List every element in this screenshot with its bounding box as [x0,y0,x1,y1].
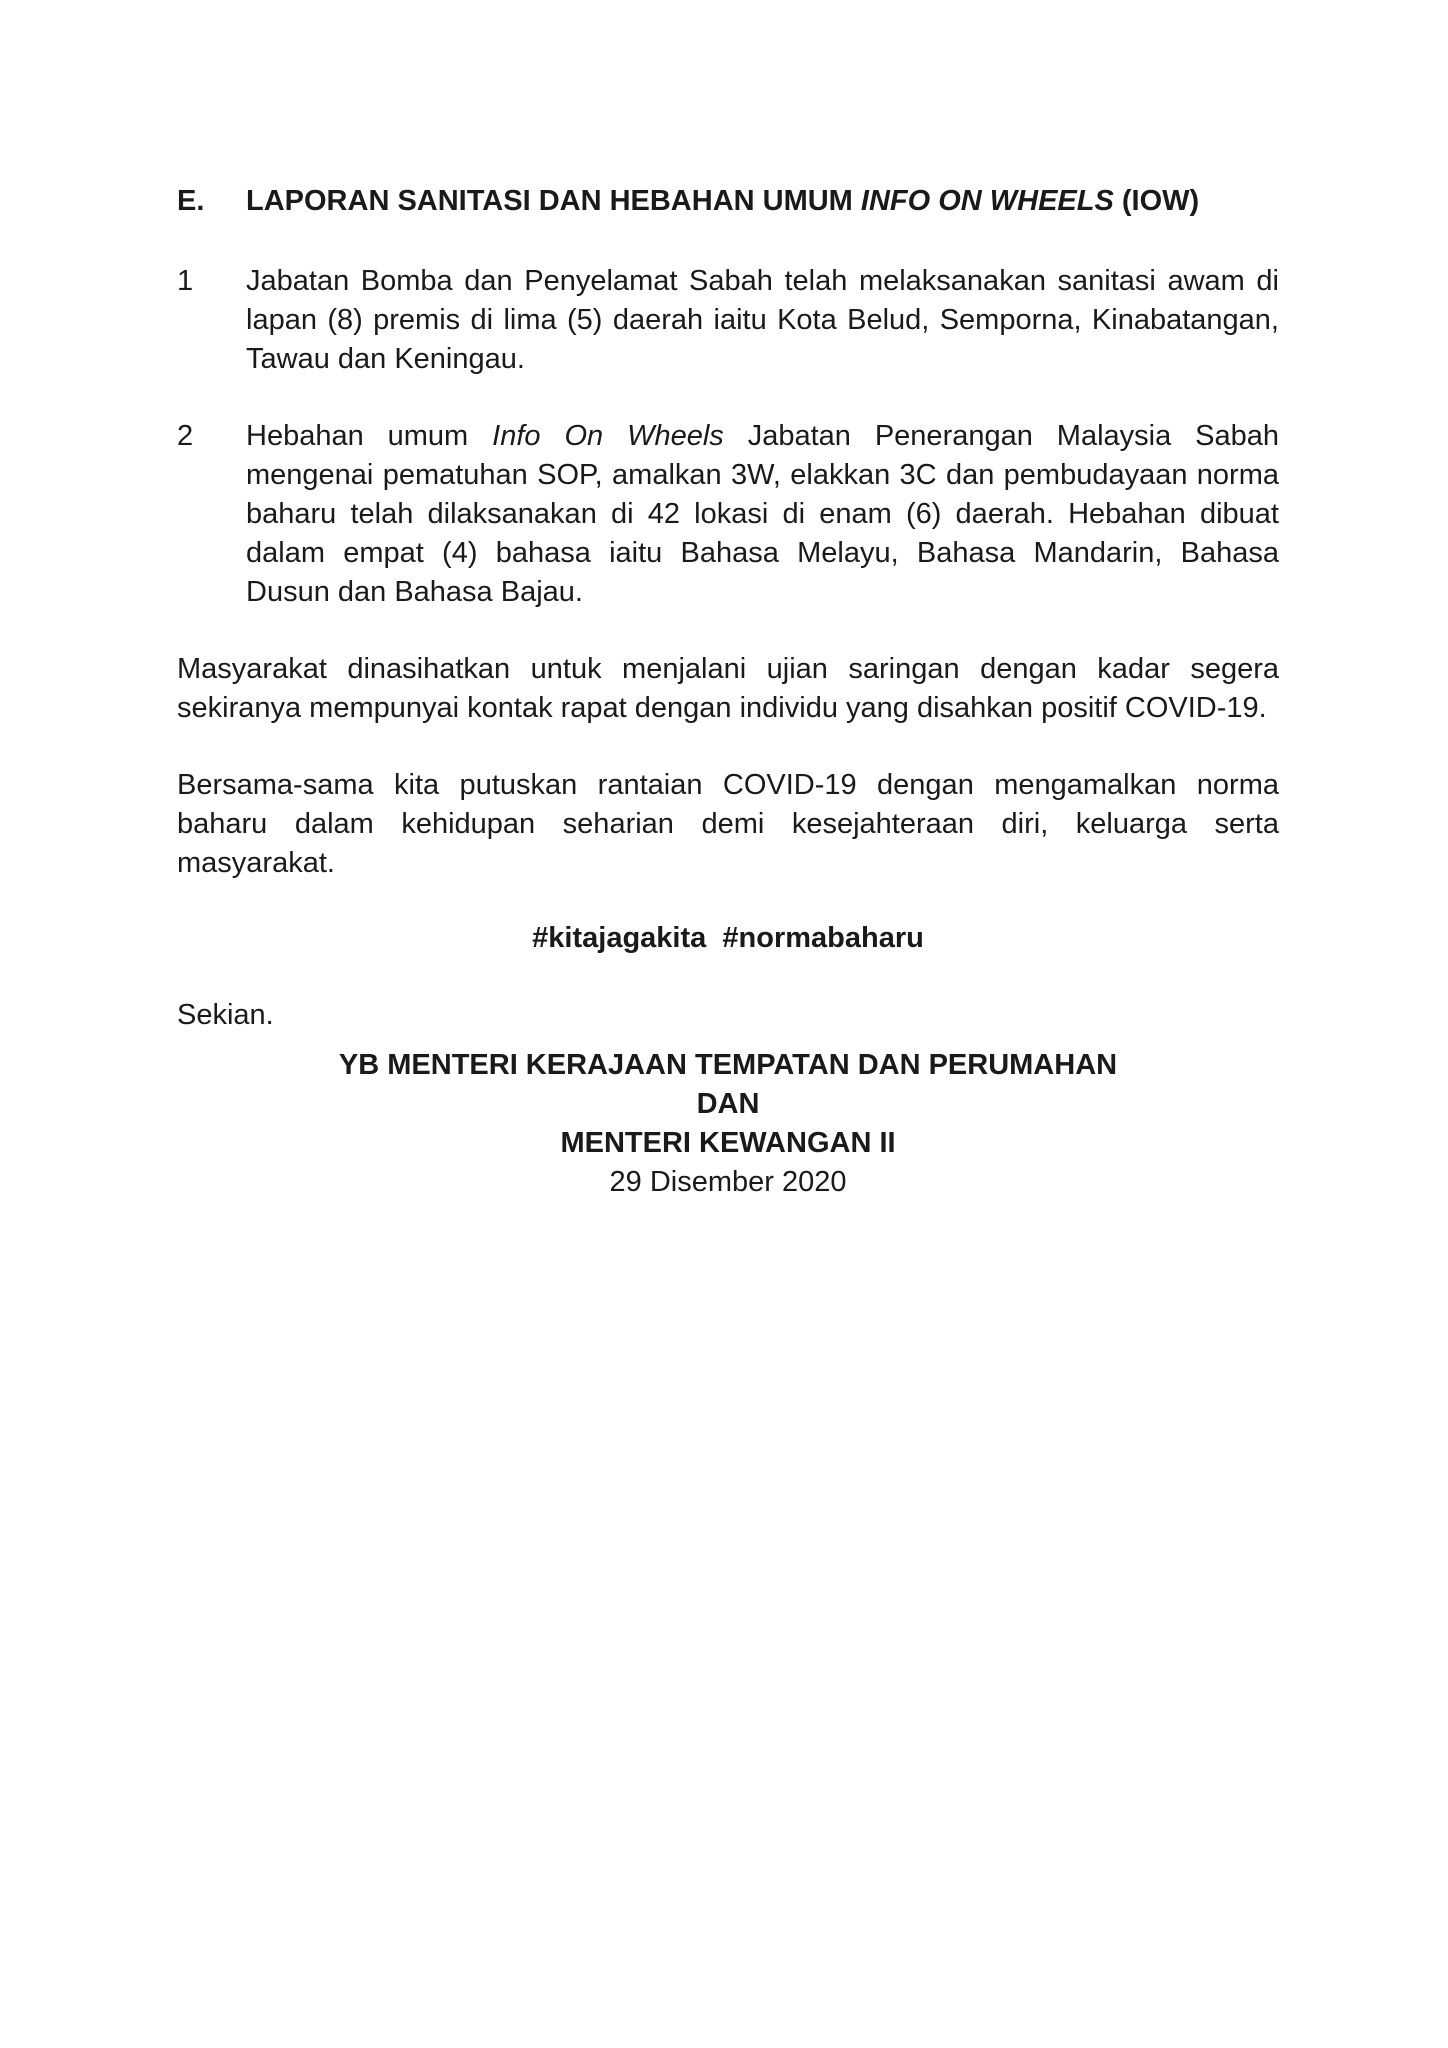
section-title-italic: INFO ON WHEELS [860,185,1114,217]
advice-paragraph: Masyarakat dinasihatkan untuk menjalani ujian saringan dengan kadar segera sekiranya mempunyai kontak rapat dengan individu yang disahkan positif COVID-19. [177,653,1279,724]
section-title-part1: LAPORAN SANITASI DAN HEBAHAN UMUM [246,185,861,217]
hashtags: #kitajagakita #normabaharu [532,922,924,954]
signature-line-3: MENTERI KEWANGAN II [560,1127,896,1159]
section-heading [177,182,1279,221]
closing-text: Sekian. [177,999,274,1031]
signature-line-1: YB MENTERI KERAJAAN TEMPATAN DAN PERUMAHAN [338,1049,1118,1081]
item-number: 2 [177,420,194,452]
signature-date: 29 Disember 2020 [609,1166,847,1198]
section-title-part2: (IOW) [1113,185,1200,217]
signature-block [177,1046,1279,1202]
appeal-paragraph: Bersama-sama kita putuskan rantaian COVID-19 dengan mengamalkan norma baharu dalam kehidupan seharian demi kesejahteraan diri, keluarga serta masyarakat. [177,769,1279,879]
numbered-item-2 [177,417,1279,612]
item-number: 1 [177,265,194,297]
item-text-italic: Info On Wheels [492,420,724,452]
numbered-item-1 [177,262,1279,379]
item-text [246,417,1279,612]
item-text: Jabatan Bomba dan Penyelamat Sabah telah melaksanakan sanitasi awam di lapan (8) premis di lima (5) daerah iaitu Kota Belud, Semporna, Kinabatangan, Tawau dan Keningau. [246,265,1279,375]
signature-line-2: DAN [696,1088,760,1120]
section-title [246,182,1199,221]
item-text-after: Jabatan Penerangan Malaysia Sabah mengenai pematuhan SOP, amalkan 3W, elakkan 3C dan pembudayaan norma baharu telah dilaksanakan di 42 lokasi di enam (6) daerah. Hebahan dibuat dalam empat (4) bahasa iaitu Bahasa Melayu, Bahasa Mandarin, Bahasa Dusun dan Bahasa Bajau. [246,420,1280,608]
document-page [177,182,1279,1202]
section-letter: E. [177,185,205,217]
item-text-before: Hebahan umum [246,420,493,452]
